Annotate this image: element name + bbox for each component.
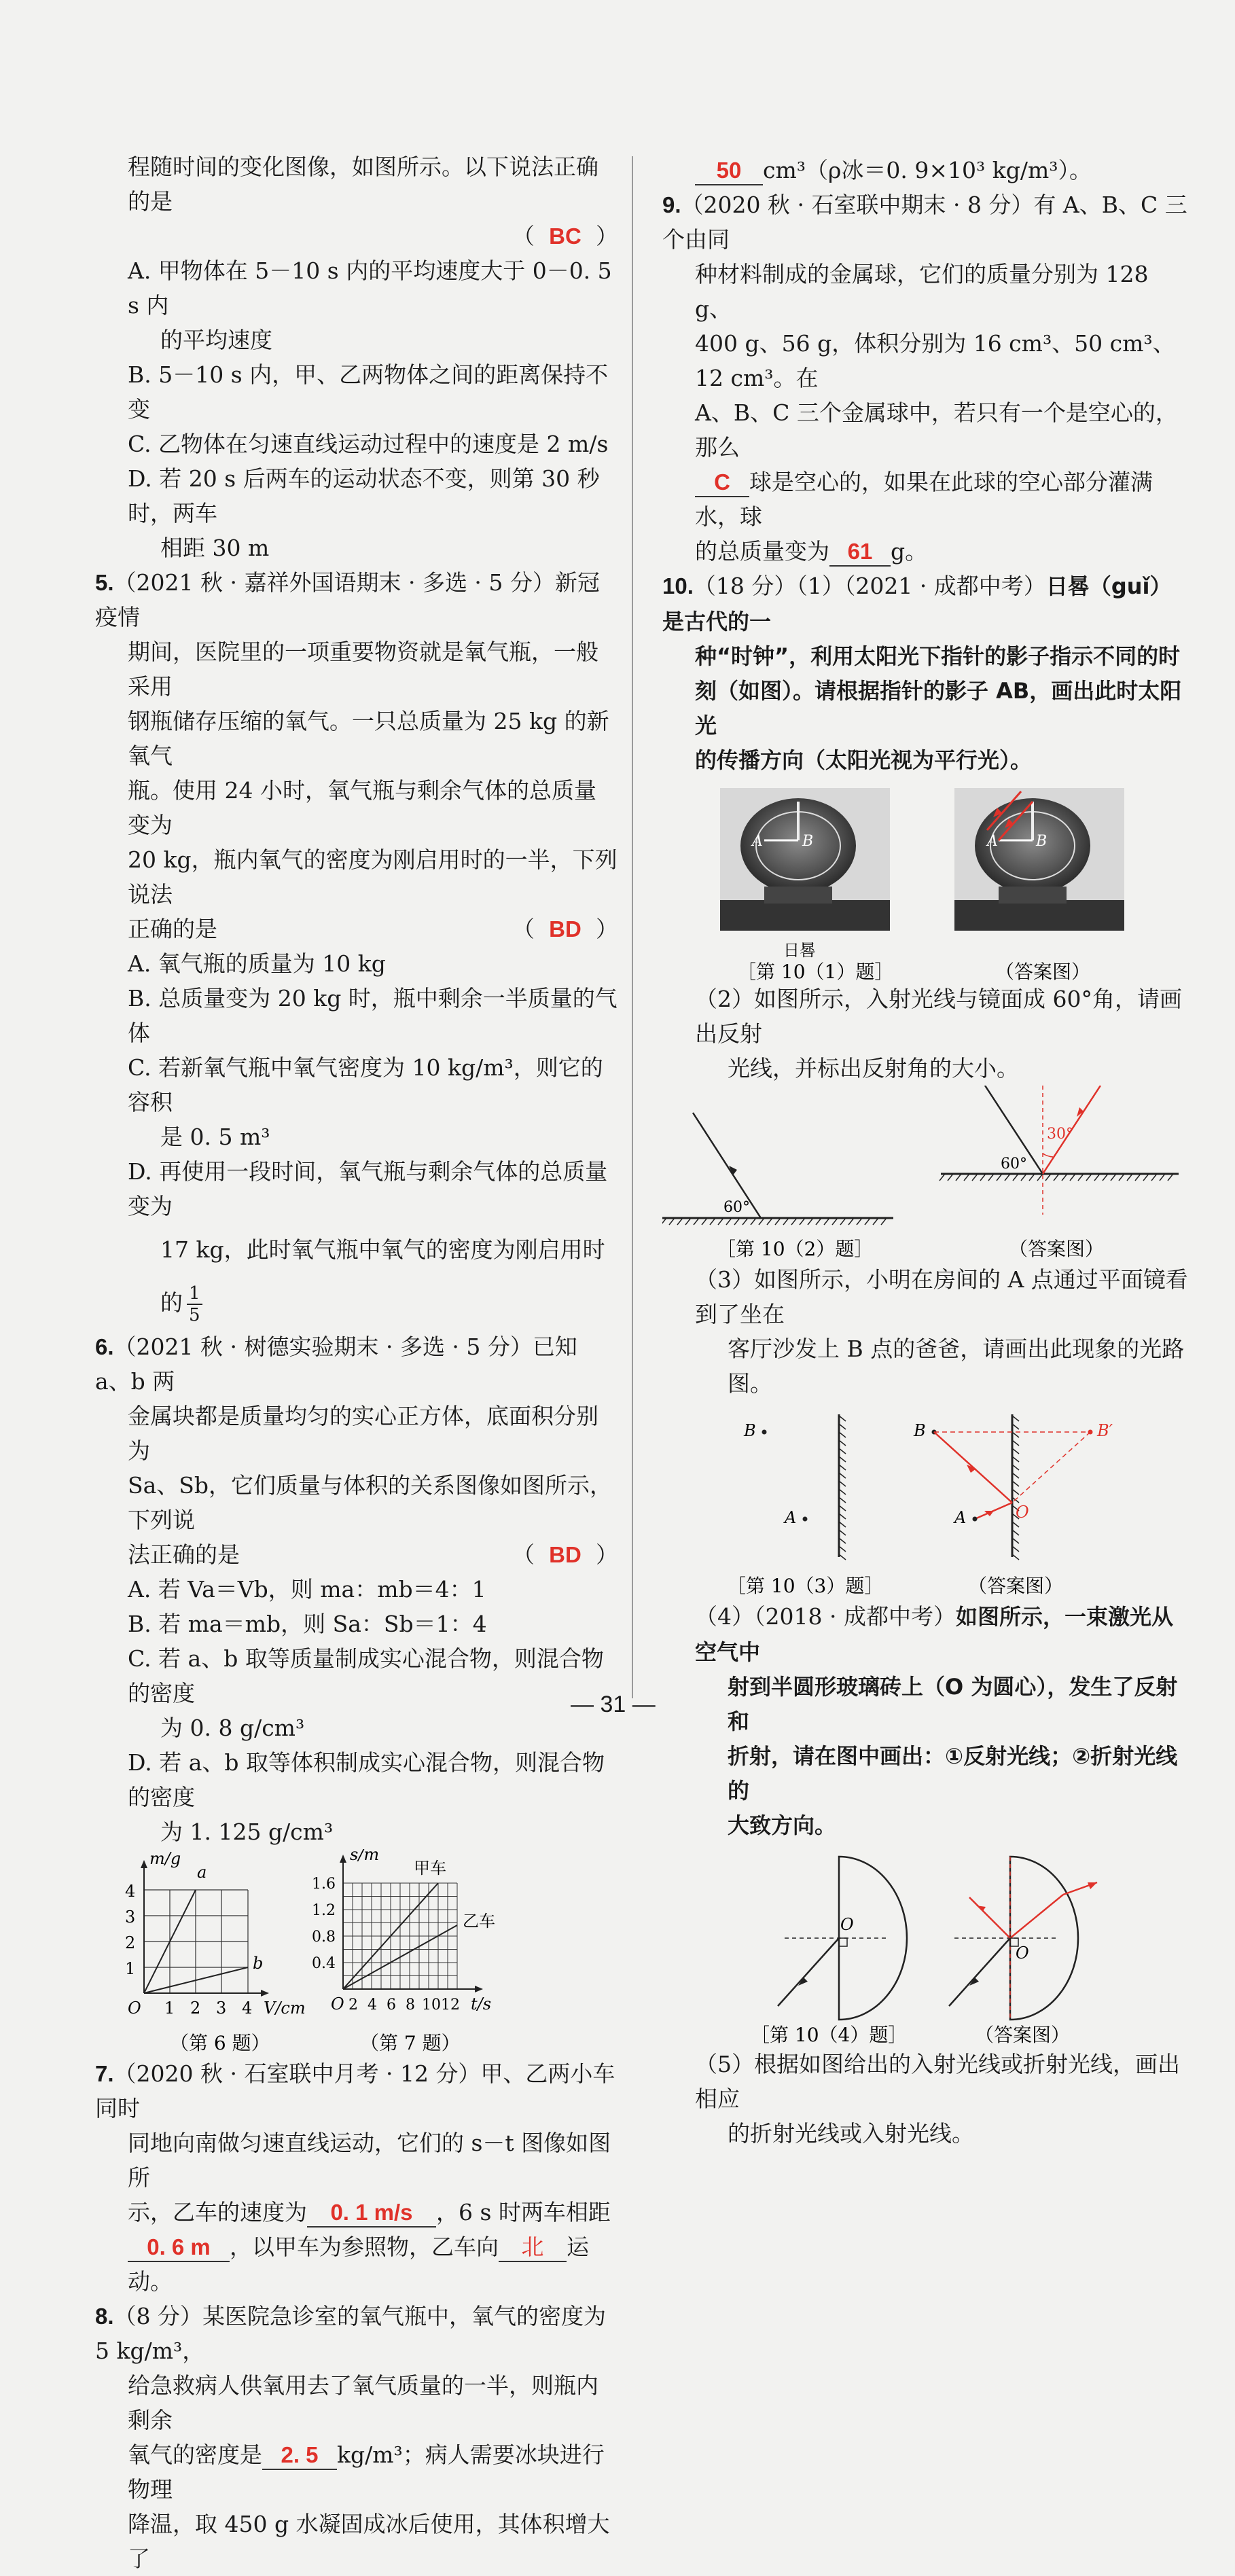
q7-line3: 示，乙车的速度为 0. 1 m/s ，6 s 时两车相距: [95, 2195, 618, 2230]
caption-10-1-answer: （答案图）: [995, 961, 1091, 982]
q5-number: 5.: [95, 570, 114, 595]
answer-point-a: A: [987, 833, 998, 850]
q10-4-line2: 射到半圆形玻璃砖上（O 为圆心），发生了反射和: [728, 1674, 1178, 1734]
q5-option-a: A. 氧气瓶的质量为 10 kg: [128, 950, 386, 977]
q8-line4: 降温，取 450 g 水凝固成冰后使用，其体积增大了: [128, 2511, 610, 2572]
q4-option-d-cont: 相距 30 m: [160, 535, 270, 561]
q5-option-c-cont: 是 0. 5 m³: [160, 1124, 270, 1150]
q5-option-c: C. 若新氧气瓶中氧气密度为 10 kg/m³，则它的容积: [128, 1054, 603, 1115]
fig7-ytick: 1.6: [312, 1876, 336, 1893]
q4-option-a-cont: 的平均速度: [160, 327, 272, 353]
point-b: B: [744, 1421, 756, 1440]
fig7-ytick: 0.4: [312, 1955, 336, 1972]
q4-option-a: A. 甲物体在 5－10 s 内的平均速度大于 0－0. 5 s 内: [128, 257, 612, 319]
fig6-ytick: 3: [125, 1908, 136, 1927]
q7-line2: 同地向南做匀速直线运动，它们的 s－t 图像如图所: [128, 2130, 611, 2191]
sundial-photo-answer: [954, 788, 1124, 931]
graphs-svg: [95, 1849, 618, 2056]
page-number: — 31 —: [571, 1692, 656, 1717]
caption-10-4-answer: （答案图）: [975, 2024, 1071, 2046]
plane-mirror-svg: [662, 1401, 1192, 1599]
sundial-label: 日晷: [783, 941, 816, 960]
figures-6-7: [95, 1849, 618, 2056]
q10-4-line4: 大致方向。: [728, 1812, 837, 1838]
q8-answer-density: 2. 5: [262, 2441, 337, 2470]
q10-3-line2: 客厅沙发上 B 点的爸爸，请画出此现象的光路图。: [728, 1336, 1185, 1397]
q5-line1: 5.（2021 秋 · 嘉祥外国语期末 · 多选 · 5 分）新冠疫情: [95, 569, 600, 630]
q4-answer: BC: [549, 223, 581, 249]
q9-line6: 的总质量变为 61 g。: [662, 534, 1192, 569]
fig6-ytick: 2: [125, 1933, 136, 1952]
fig7-xtick: 10: [422, 1997, 441, 2014]
q8-line3: 氧气的密度是 2. 5 kg/m³；病人需要冰块进行物理: [128, 2441, 605, 2503]
q6-line3: Sa、Sb，它们质量与体积的关系图像如图所示，下列说: [128, 1472, 613, 1533]
fig6-ytick: 4: [125, 1882, 136, 1901]
q9-line5: C 球是空心的，如果在此球的空心部分灌满水，球: [695, 469, 1153, 530]
q6-option-d-cont: 为 1. 125 g/cm³: [160, 1819, 334, 1845]
incident-ray: [934, 1432, 1012, 1503]
semicircle-answer: [949, 1857, 1097, 2046]
point-o: O: [1016, 1503, 1029, 1522]
q5-line5: 20 kg，瓶内氧气的密度为刚启用时的一半，下列说法: [128, 846, 618, 908]
fig7-ytick: 0.8: [312, 1929, 336, 1946]
refracted-ray: [1010, 1895, 1063, 1938]
fig7-label-yi: 乙车: [463, 1912, 495, 1931]
sundial-point-b: B: [802, 833, 814, 850]
q10-5-line1: （5）根据如图给出的入射光线或折射光线，画出相应: [695, 2051, 1180, 2112]
q7-answer-direction: 北: [499, 2234, 567, 2262]
q6-line4: 法正确的是 （ BD ）: [95, 1537, 618, 1572]
point-a: A: [785, 1508, 797, 1527]
semicircle-svg: [662, 1843, 1192, 2047]
fraction-numerator: 1: [187, 1283, 202, 1305]
q5-line3: 钢瓶储存压缩的氧气。一只总质量为 25 kg 的新氧气: [128, 708, 609, 769]
q8-number: 8.: [95, 2304, 114, 2329]
plane-mirror-figures: [662, 1401, 1192, 1599]
q6-line1: 6.（2021 秋 · 树德实验期末 · 多选 · 5 分）已知 a、b 两: [95, 1334, 577, 1395]
q6-option-c: C. 若 a、b 取等质量制成实心混合物，则混合物的密度: [128, 1645, 604, 1706]
q5-option-b: B. 总质量变为 20 kg 时，瓶中剩余一半质量的气体: [128, 985, 618, 1046]
q10-2-line2: 光线，并标出反射角的大小。: [728, 1055, 1019, 1081]
q7-number: 7.: [95, 2061, 114, 2086]
reflected-ray: [969, 1897, 1010, 1938]
fig7-ytick: 1.2: [312, 1902, 336, 1919]
mirror-answer: [939, 1086, 1179, 1260]
fig6-origin: O: [128, 1999, 141, 2018]
q7-line1: 7.（2020 秋 · 石室联中月考 · 12 分）甲、乙两小车同时: [95, 2060, 615, 2122]
caption-10-1: ［第 10（1）题］: [737, 961, 894, 982]
fig7-xtick: 6: [387, 1997, 396, 2014]
answer-point-b: B: [914, 1421, 926, 1440]
q5-option-d-cont: 17 kg，此时氧气瓶中氧气的密度为刚启用时的 $\frac{1}{5}$: [160, 1236, 605, 1325]
q4-stem: 程随时间的变化图像，如图所示。以下说法正确的是: [128, 154, 598, 215]
q7-answer-speed: 0. 1 m/s: [307, 2199, 436, 2228]
fig6-label-b: b: [253, 1954, 264, 1973]
fig6-xtick: 3: [216, 1999, 227, 2018]
answer-point-b: B: [1036, 833, 1048, 850]
fig7-xtick: 2: [348, 1997, 358, 2014]
left-column: [95, 149, 618, 2576]
incident-laser: [778, 1938, 839, 2006]
mirror-question: [662, 1113, 893, 1260]
q9-line3: 400 g、56 g，体积分别为 16 cm³、50 cm³、12 cm³。在: [695, 330, 1175, 391]
q9-answer-ball: C: [695, 469, 749, 497]
caption-10-2: ［第 10（2）题］: [717, 1238, 874, 1260]
q7-line4: 0. 6 m ，以甲车为参照物，乙车向 北 运动。: [128, 2234, 589, 2295]
q5-line4: 瓶。使用 24 小时，氧气瓶与剩余气体的总质量变为: [128, 777, 596, 838]
q8-answer-volume: 50: [695, 157, 763, 185]
q9-answer-mass: 61: [829, 538, 891, 567]
q5-line6: 正确的是 （ BD ）: [95, 912, 618, 946]
q9-number: 9.: [662, 192, 681, 217]
q10-4-line3: 折射，请在图中画出：①反射光线；②折射光线的: [728, 1743, 1178, 1804]
right-column: [662, 153, 1192, 2151]
fraction-denominator: 5: [189, 1305, 200, 1325]
q8-continuation: 50 cm³（ρ冰＝0. 9×10³ kg/m³）。: [662, 153, 1192, 187]
q4-answer-row: （ BC ）: [95, 219, 618, 253]
q9-line2: 种材料制成的金属球，它们的质量分别为 128 g、: [695, 261, 1149, 322]
fig7-label-jia: 甲车: [414, 1859, 446, 1878]
q6-line2: 金属块都是质量均匀的实心正方体，底面积分别为: [128, 1403, 598, 1464]
fig7-caption: （第 7 题）: [360, 2032, 461, 2054]
fig6-caption: （第 6 题）: [170, 2032, 270, 2054]
q10-2-line1: （2）如图所示，入射光线与镜面成 60°角，请画出反射: [695, 986, 1182, 1047]
q10-4-line1: （4）（2018 · 成都中考）如图所示，一束激光从空气中: [695, 1603, 1173, 1665]
fig7-origin: O: [331, 1994, 344, 2014]
fig6-xtick: 1: [164, 1999, 175, 2018]
center-o: O: [840, 1915, 854, 1934]
angle-60-label: 60°: [723, 1199, 750, 1216]
q10-5-line2: 的折射光线或入射光线。: [728, 2120, 974, 2147]
angle-30-label: 30°: [1047, 1126, 1073, 1143]
semicircle-question: [751, 1857, 907, 2046]
q10-line4: 的传播方向（太阳光视为平行光）。: [695, 747, 1033, 773]
q4-option-c: C. 乙物体在匀速直线运动过程中的速度是 2 m/s: [128, 431, 609, 457]
q6-option-c-cont: 为 0. 8 g/cm³: [160, 1715, 305, 1741]
q10-line3: 刻（如图）。请根据指针的影子 AB，画出此时太阳光: [695, 678, 1182, 738]
q10-3-line1: （3）如图所示，小明在房间的 A 点通过平面镜看到了坐在: [695, 1266, 1188, 1327]
q10-line2: 种“时钟”，利用太阳光下指针的影子指示不同的时: [695, 643, 1181, 669]
q9-line4: A、B、C 三个金属球中，若只有一个是空心的，那么: [695, 399, 1178, 461]
q10-line1: 10.（18 分）（1）（2021 · 成都中考）日晷（guǐ）是古代的一: [662, 573, 1172, 634]
mirror-figures: [662, 1086, 1192, 1262]
q6-option-a: A. 若 Va＝Vb，则 ma：mb＝4：1: [128, 1576, 486, 1603]
answer-point-a: A: [954, 1508, 967, 1527]
q5-line2: 期间，医院里的一项重要物资就是氧气瓶，一般采用: [128, 639, 598, 700]
q6-answer: BD: [549, 1542, 581, 1567]
q5-answer: BD: [549, 916, 581, 942]
fig6-ylabel: m/g: [149, 1849, 181, 1868]
image-point-b: B′: [1097, 1421, 1113, 1440]
q8-line1: 8.（8 分）某医院急诊室的氧气瓶中，氧气的密度为 5 kg/m³，: [95, 2303, 607, 2364]
answer-center-o: O: [1016, 1944, 1029, 1963]
sundial-svg: [662, 778, 1192, 982]
fig7-xtick: 12: [441, 1997, 460, 2014]
sundial-point-a: A: [752, 833, 763, 850]
caption-10-3-answer: （答案图）: [968, 1575, 1064, 1597]
q6-number: 6.: [95, 1334, 114, 1359]
caption-10-4: ［第 10（4）题］: [751, 2024, 908, 2046]
fig7-xtick: 8: [406, 1997, 415, 2014]
fig6-ytick: 1: [125, 1959, 136, 1978]
angle-60-answer-label: 60°: [1001, 1156, 1027, 1173]
plane-mirror-answer: [913, 1414, 1113, 1597]
q10-number: 10.: [662, 573, 694, 598]
semicircle-figures: [662, 1843, 1192, 2047]
fig6-graph: [125, 1849, 306, 2054]
sundial-figures: [662, 778, 1192, 982]
fig7-xlabel: t/s: [471, 1994, 492, 2014]
q7-answer-distance: 0. 6 m: [128, 2234, 230, 2262]
q8-line2: 给急救病人供氧用去了氧气质量的一半，则瓶内剩余: [128, 2372, 598, 2433]
q4-option-b: B. 5－10 s 内，甲、乙两物体之间的距离保持不变: [128, 361, 609, 423]
mirror-svg: [662, 1086, 1192, 1262]
fig7-ylabel: s/m: [350, 1849, 380, 1864]
q9-line1: 9.（2020 秋 · 石室联中期末 · 8 分）有 A、B、C 三个由同: [662, 192, 1187, 253]
fig6-xlabel: V/cm: [264, 1999, 306, 2018]
fig7-graph: [312, 1849, 495, 2054]
fig6-xtick: 4: [242, 1999, 253, 2018]
column-divider: [632, 156, 633, 1698]
q5-option-d: D. 再使用一段时间，氧气瓶与剩余气体的总质量变为: [128, 1158, 608, 1219]
fig6-xtick: 2: [190, 1999, 201, 2018]
incident-laser: [949, 1938, 1010, 2006]
caption-10-3: ［第 10（3）题］: [727, 1575, 884, 1597]
q6-option-d: D. 若 a、b 取等体积制成实心混合物，则混合物的密度: [128, 1749, 605, 1810]
fig6-label-a: a: [197, 1863, 207, 1882]
q6-option-b: B. 若 ma＝mb，则 Sa：Sb＝1：4: [128, 1611, 487, 1637]
caption-10-2-answer: （答案图）: [1009, 1238, 1105, 1260]
fig7-xtick: 4: [368, 1997, 377, 2014]
sundial-photo-question: [720, 788, 890, 960]
q4-option-d: D. 若 20 s 后两车的运动状态不变，则第 30 秒时，两车: [128, 465, 600, 526]
plane-mirror-question: [727, 1414, 883, 1597]
